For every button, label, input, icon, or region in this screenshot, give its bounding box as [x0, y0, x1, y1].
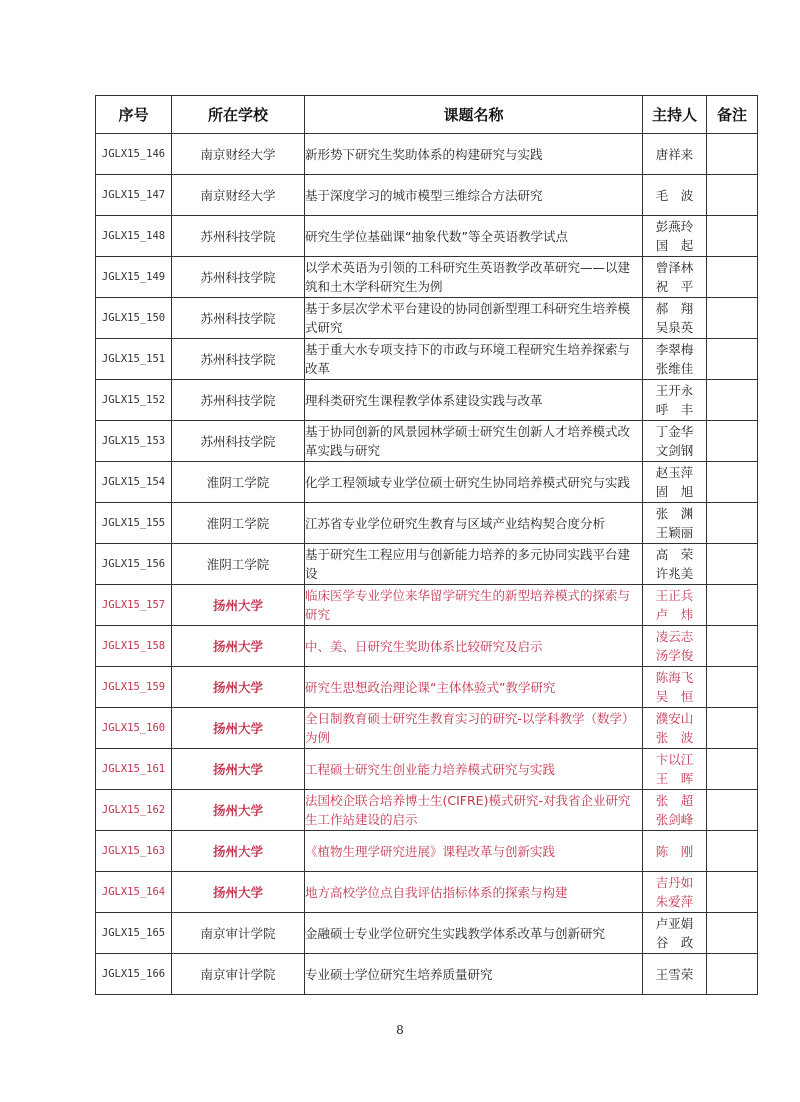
row-school: 扬州大学 — [172, 790, 305, 831]
table-row — [96, 913, 758, 954]
row-title: 金融硕士专业学位研究生实践教学体系改革与创新研究 — [305, 913, 643, 954]
row-code: JGLX15_163 — [96, 831, 172, 872]
row-school: 南京财经大学 — [172, 175, 305, 216]
host-name: 王 晖 — [655, 771, 694, 786]
row-school: 淮阴工学院 — [172, 503, 305, 544]
host-name: 卞以江 — [655, 752, 694, 767]
row-note — [707, 872, 758, 913]
row-code: JGLX15_156 — [96, 544, 172, 585]
row-hosts — [643, 544, 707, 585]
table-row — [96, 626, 758, 667]
row-hosts — [643, 257, 707, 298]
table-row — [96, 339, 758, 380]
row-hosts — [643, 421, 707, 462]
table-row — [96, 380, 758, 421]
header-school: 所在学校 — [172, 96, 305, 134]
host-name: 陈 刚 — [655, 843, 694, 859]
host-name: 固 旭 — [655, 484, 694, 499]
row-note — [707, 831, 758, 872]
row-hosts — [643, 954, 707, 995]
row-note — [707, 380, 758, 421]
row-code: JGLX15_155 — [96, 503, 172, 544]
table-row — [96, 667, 758, 708]
row-code: JGLX15_151 — [96, 339, 172, 380]
table-row — [96, 298, 758, 339]
row-code: JGLX15_165 — [96, 913, 172, 954]
host-name: 文剑钢 — [655, 443, 694, 458]
row-title: 法国校企联合培养博士生(CIFRE)模式研究-对我省企业研究生工作站建设的启示 — [305, 790, 643, 831]
row-title: 江苏省专业学位研究生教育与区域产业结构契合度分析 — [305, 503, 643, 544]
row-note — [707, 954, 758, 995]
row-code: JGLX15_153 — [96, 421, 172, 462]
table-body — [96, 134, 758, 995]
header-note: 备注 — [707, 96, 758, 134]
row-title: 基于研究生工程应用与创新能力培养的多元协同实践平台建设 — [305, 544, 643, 585]
row-note — [707, 749, 758, 790]
row-hosts — [643, 503, 707, 544]
row-title: 地方高校学位点自我评估指标体系的探索与构建 — [305, 872, 643, 913]
row-school: 扬州大学 — [172, 626, 305, 667]
row-hosts — [643, 380, 707, 421]
row-title: 基于协同创新的风景园林学硕士研究生创新人才培养模式改革实践与研究 — [305, 421, 643, 462]
row-note — [707, 667, 758, 708]
table-row — [96, 790, 758, 831]
row-code: JGLX15_157 — [96, 585, 172, 626]
row-title: 研究生思想政治理论课“主体体验式”教学研究 — [305, 667, 643, 708]
host-name: 吉丹如 — [655, 875, 694, 890]
row-note — [707, 585, 758, 626]
row-school: 苏州科技学院 — [172, 257, 305, 298]
row-note — [707, 134, 758, 175]
row-hosts — [643, 339, 707, 380]
row-note — [707, 216, 758, 257]
row-note — [707, 257, 758, 298]
row-note — [707, 462, 758, 503]
table-row — [96, 503, 758, 544]
row-title: 基于重大水专项支持下的市政与环境工程研究生培养探索与改革 — [305, 339, 643, 380]
host-name: 郝 翔 — [655, 301, 694, 316]
table-row — [96, 462, 758, 503]
row-title: 全日制教育硕士研究生教育实习的研究-以学科教学（数学）为例 — [305, 708, 643, 749]
row-code: JGLX15_161 — [96, 749, 172, 790]
row-school: 苏州科技学院 — [172, 339, 305, 380]
header-no: 序号 — [96, 96, 172, 134]
row-code: JGLX15_152 — [96, 380, 172, 421]
row-code: JGLX15_166 — [96, 954, 172, 995]
row-hosts — [643, 462, 707, 503]
row-school: 南京审计学院 — [172, 913, 305, 954]
row-hosts — [643, 667, 707, 708]
row-code: JGLX15_164 — [96, 872, 172, 913]
row-school: 南京审计学院 — [172, 954, 305, 995]
host-name: 凌云志 — [655, 629, 694, 644]
row-hosts — [643, 626, 707, 667]
row-note — [707, 913, 758, 954]
host-name: 卢亚娟 — [655, 916, 694, 931]
host-name: 丁金华 — [655, 424, 694, 439]
table-row — [96, 175, 758, 216]
row-title: 以学术英语为引领的工科研究生英语教学改革研究——以建筑和土木学科研究生为例 — [305, 257, 643, 298]
table-header-row — [96, 96, 758, 134]
row-school: 扬州大学 — [172, 749, 305, 790]
row-code: JGLX15_158 — [96, 626, 172, 667]
host-name: 国 起 — [655, 238, 694, 253]
row-school: 南京财经大学 — [172, 134, 305, 175]
host-name: 呼 丰 — [655, 402, 694, 417]
host-name: 祝 平 — [655, 279, 694, 294]
host-name: 王颖丽 — [655, 525, 694, 540]
row-note — [707, 708, 758, 749]
header-title: 课题名称 — [305, 96, 643, 134]
host-name: 张 渊 — [655, 506, 694, 521]
row-school: 苏州科技学院 — [172, 216, 305, 257]
table-row — [96, 872, 758, 913]
row-code: JGLX15_147 — [96, 175, 172, 216]
host-name: 王雪荣 — [655, 966, 694, 982]
row-school: 苏州科技学院 — [172, 380, 305, 421]
row-title: 理科类研究生课程教学体系建设实践与改革 — [305, 380, 643, 421]
row-title: 化学工程领域专业学位硕士研究生协同培养模式研究与实践 — [305, 462, 643, 503]
table-row — [96, 257, 758, 298]
row-school: 苏州科技学院 — [172, 298, 305, 339]
table-row — [96, 421, 758, 462]
row-title: 专业硕士学位研究生培养质量研究 — [305, 954, 643, 995]
host-name: 赵玉萍 — [655, 465, 694, 480]
host-name: 吴 恒 — [655, 689, 694, 704]
host-name: 吴泉英 — [655, 320, 694, 335]
row-school: 淮阴工学院 — [172, 462, 305, 503]
row-hosts — [643, 585, 707, 626]
host-name: 许兆美 — [655, 566, 694, 581]
host-name: 朱爱萍 — [655, 894, 694, 909]
row-code: JGLX15_154 — [96, 462, 172, 503]
table-row — [96, 708, 758, 749]
host-name: 张剑峰 — [655, 812, 694, 827]
row-code: JGLX15_149 — [96, 257, 172, 298]
host-name: 张维佳 — [655, 361, 694, 376]
table-row — [96, 954, 758, 995]
host-name: 王正兵 — [655, 588, 694, 603]
row-note — [707, 503, 758, 544]
row-hosts — [643, 872, 707, 913]
row-note — [707, 626, 758, 667]
row-school: 扬州大学 — [172, 585, 305, 626]
row-title: 《植物生理学研究进展》课程改革与创新实践 — [305, 831, 643, 872]
row-code: JGLX15_159 — [96, 667, 172, 708]
row-note — [707, 421, 758, 462]
header-host: 主持人 — [643, 96, 707, 134]
row-school: 淮阴工学院 — [172, 544, 305, 585]
host-name: 高 荣 — [655, 547, 694, 562]
row-note — [707, 544, 758, 585]
host-name: 李翠梅 — [655, 342, 694, 357]
row-note — [707, 175, 758, 216]
row-note — [707, 339, 758, 380]
host-name: 卢 炜 — [655, 607, 694, 622]
host-name: 唐祥来 — [655, 146, 694, 162]
row-title: 基于多层次学术平台建设的协同创新型理工科研究生培养模式研究 — [305, 298, 643, 339]
row-school: 扬州大学 — [172, 708, 305, 749]
row-title: 新形势下研究生奖助体系的构建研究与实践 — [305, 134, 643, 175]
row-note — [707, 298, 758, 339]
row-hosts — [643, 298, 707, 339]
table-row — [96, 544, 758, 585]
row-note — [707, 790, 758, 831]
host-name: 王开永 — [655, 383, 694, 398]
row-hosts — [643, 749, 707, 790]
row-school: 扬州大学 — [172, 831, 305, 872]
host-name: 彭燕玲 — [655, 219, 694, 234]
row-school: 扬州大学 — [172, 667, 305, 708]
row-hosts — [643, 913, 707, 954]
page-number: 8 — [396, 1023, 404, 1037]
host-name: 陈海飞 — [655, 670, 694, 685]
row-hosts — [643, 216, 707, 257]
row-hosts — [643, 708, 707, 749]
project-table — [95, 95, 758, 995]
row-hosts — [643, 175, 707, 216]
row-title: 工程硕士研究生创业能力培养模式研究与实践 — [305, 749, 643, 790]
row-title: 临床医学专业学位来华留学研究生的新型培养模式的探索与研究 — [305, 585, 643, 626]
host-name: 谷 政 — [655, 935, 694, 950]
row-code: JGLX15_146 — [96, 134, 172, 175]
host-name: 汤学俊 — [655, 648, 694, 663]
table-row — [96, 134, 758, 175]
row-title: 研究生学位基础课“抽象代数”等全英语教学试点 — [305, 216, 643, 257]
table-row — [96, 585, 758, 626]
table-row — [96, 831, 758, 872]
host-name: 张 超 — [655, 793, 694, 808]
row-hosts — [643, 134, 707, 175]
host-name: 濮安山 — [655, 711, 694, 726]
row-code: JGLX15_148 — [96, 216, 172, 257]
host-name: 张 波 — [655, 730, 694, 745]
row-school: 苏州科技学院 — [172, 421, 305, 462]
row-code: JGLX15_162 — [96, 790, 172, 831]
row-hosts — [643, 790, 707, 831]
row-code: JGLX15_150 — [96, 298, 172, 339]
row-code: JGLX15_160 — [96, 708, 172, 749]
row-school: 扬州大学 — [172, 872, 305, 913]
host-name: 毛 波 — [655, 187, 694, 203]
table-row — [96, 216, 758, 257]
row-title: 中、美、日研究生奖助体系比较研究及启示 — [305, 626, 643, 667]
row-hosts — [643, 831, 707, 872]
table-row — [96, 749, 758, 790]
host-name: 曾泽林 — [655, 260, 694, 275]
row-title: 基于深度学习的城市模型三维综合方法研究 — [305, 175, 643, 216]
